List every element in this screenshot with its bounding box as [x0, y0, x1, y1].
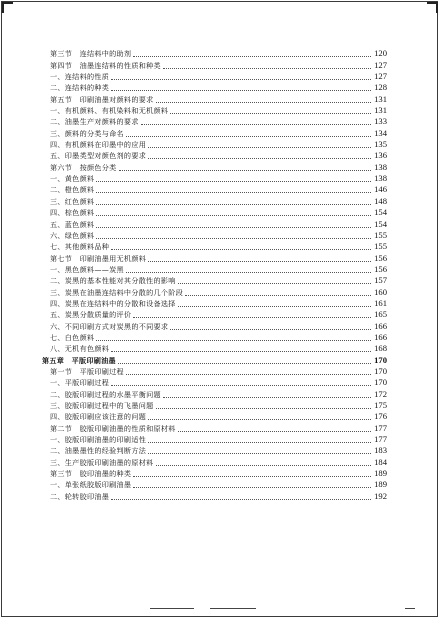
toc-page-number: 170 — [374, 365, 387, 376]
dot-leader — [111, 384, 371, 386]
toc-item-row — [42, 264, 387, 275]
toc-entry-title: 三、红色颜料 — [50, 196, 95, 206]
toc-page-number: 166 — [374, 331, 387, 342]
dot-leader — [133, 55, 371, 57]
toc-entry-title: 五、印墨类型对颜色剂的要求 — [50, 151, 147, 161]
toc-item-row — [42, 230, 387, 241]
toc-item-row — [42, 184, 387, 195]
toc-page-number: 192 — [374, 490, 387, 501]
toc-page-number: 155 — [374, 229, 387, 240]
toc-item-row — [42, 298, 387, 309]
dot-leader — [119, 169, 371, 171]
toc-item-row — [42, 71, 387, 82]
toc-item-row — [42, 445, 387, 456]
toc-entry-title: 八、无机有色颜料 — [50, 344, 110, 354]
dot-leader — [126, 135, 371, 137]
toc-page-number: 154 — [374, 218, 387, 229]
toc-entry-title: 四、炭黑在连结料中的分散和设备选择 — [50, 298, 176, 308]
dot-leader — [133, 316, 371, 318]
dot-leader — [126, 271, 371, 273]
footer-rule — [210, 608, 256, 609]
dot-leader — [170, 112, 371, 114]
dot-leader — [111, 78, 371, 80]
dot-leader — [156, 407, 371, 409]
toc-item-row — [42, 82, 387, 93]
toc-section-row — [42, 252, 387, 263]
toc-entry-title: 二、轮转胶印油墨 — [50, 491, 110, 501]
toc-entry-title: 七、白色颜料 — [50, 332, 95, 342]
toc-entry-title: 三、胶版印刷过程中的飞墨问题 — [50, 401, 154, 410]
dot-leader — [148, 157, 371, 159]
toc-item-row — [42, 434, 387, 445]
toc-page-number: 170 — [374, 377, 387, 388]
toc-item-row — [42, 411, 387, 422]
toc-page-number: 135 — [374, 139, 387, 150]
dot-leader — [148, 441, 371, 443]
dot-leader — [148, 146, 371, 148]
toc-page-number: 165 — [374, 309, 387, 320]
toc-page-number: 189 — [374, 479, 387, 490]
footer-rule — [405, 608, 415, 609]
toc-entry-title: 七、其他颜料品种 — [50, 242, 110, 252]
toc-page-number: 177 — [374, 422, 387, 433]
toc-item-row — [42, 377, 387, 388]
dot-leader — [163, 67, 371, 69]
toc-entry-title: 二、油墨生产对颜料的要求 — [50, 117, 139, 127]
toc-entry-title: 二、胶版印刷过程的水墨平衡问题 — [50, 389, 161, 399]
toc-chapter-row — [42, 354, 387, 365]
toc-page-number: 183 — [374, 445, 387, 456]
dot-leader — [178, 430, 371, 432]
toc-entry-title: 第五章 平版印刷油墨 — [42, 355, 116, 365]
toc-item-row — [42, 456, 387, 467]
toc-item-row — [42, 127, 387, 138]
toc-page-number: 131 — [374, 93, 387, 104]
table-of-contents — [42, 48, 387, 502]
dot-leader — [111, 498, 371, 500]
dot-leader — [111, 89, 371, 91]
toc-entry-title: 第三节 胶印油墨的种类 — [50, 469, 132, 479]
toc-section-row — [42, 422, 387, 433]
toc-page-number: 157 — [374, 275, 387, 286]
dot-leader — [178, 282, 371, 284]
toc-entry-title: 第七节 印刷油墨用无机颜料 — [50, 253, 147, 263]
toc-entry-title: 第三节 连结料中的助剂 — [50, 49, 132, 59]
dot-leader — [133, 475, 371, 477]
toc-entry-title: 第二节 胶版印刷油墨的性质和原材料 — [50, 423, 176, 433]
dot-leader — [126, 373, 371, 375]
toc-page-number: 168 — [374, 343, 387, 354]
dot-leader — [156, 464, 371, 466]
toc-entry-title: 第四节 油墨连结料的性质和种类 — [50, 60, 161, 70]
toc-item-row — [42, 150, 387, 161]
toc-item-row — [42, 241, 387, 252]
toc-entry-title: 五、蓝色颜料 — [50, 219, 95, 229]
page-corner-mark — [427, 2, 438, 13]
toc-page-number: 160 — [374, 286, 387, 297]
toc-page-number: 134 — [374, 127, 387, 138]
toc-page-number: 133 — [374, 116, 387, 127]
toc-entry-title: 四、有机颜料在印墨中的应用 — [50, 140, 147, 150]
toc-section-row — [42, 161, 387, 172]
toc-page-number: 128 — [374, 82, 387, 93]
dot-leader — [96, 226, 371, 228]
dot-leader — [111, 350, 371, 352]
toc-page-number: 175 — [374, 400, 387, 410]
toc-entry-title: 第五节 印刷油墨对颜料的要求 — [50, 94, 154, 104]
toc-entry-title: 二、油墨墨性的经验判断方法 — [50, 446, 147, 456]
dot-leader — [178, 305, 371, 307]
dot-leader — [96, 191, 371, 193]
toc-page-number: 176 — [374, 411, 387, 422]
toc-section-row — [42, 48, 387, 59]
dot-leader — [96, 214, 371, 216]
toc-entry-title: 一、有机颜料、有机染料和无机颜料 — [50, 106, 169, 116]
toc-item-row — [42, 105, 387, 116]
toc-page-number: 189 — [374, 468, 387, 479]
dot-leader — [133, 486, 371, 488]
toc-item-row — [42, 173, 387, 184]
toc-item-row — [42, 332, 387, 343]
toc-item-row — [42, 218, 387, 229]
toc-entry-title: 二、炭黑的基本性能对其分散性的影响 — [50, 276, 176, 286]
dot-leader — [148, 260, 371, 262]
toc-page-number: 138 — [374, 173, 387, 184]
toc-page-number: 172 — [374, 388, 387, 399]
toc-entry-title: 三、颜料的分类与命名 — [50, 128, 124, 138]
toc-section-row — [42, 93, 387, 104]
toc-page-number: 127 — [374, 59, 387, 70]
dot-leader — [148, 418, 371, 420]
toc-page-number: 127 — [374, 71, 387, 82]
toc-entry-title: 二、连结料的种类 — [50, 83, 110, 93]
toc-entry-title: 二、橙色颜料 — [50, 185, 95, 195]
toc-item-row — [42, 286, 387, 297]
footer-rule — [150, 608, 194, 609]
toc-section-row — [42, 366, 387, 377]
dot-leader — [163, 396, 371, 398]
toc-entry-title: 一、平版印刷过程 — [50, 378, 110, 388]
toc-page-number: 131 — [374, 105, 387, 116]
dot-leader — [96, 237, 371, 239]
toc-item-row — [42, 320, 387, 331]
toc-item-row — [42, 490, 387, 501]
toc-page-number: 155 — [374, 241, 387, 252]
dot-leader — [111, 248, 371, 250]
dot-leader — [148, 452, 371, 454]
toc-page-number: 146 — [374, 184, 387, 195]
toc-item-row — [42, 195, 387, 206]
dot-leader — [170, 328, 371, 330]
dot-leader — [156, 101, 371, 103]
toc-entry-title: 三、生产胶版印刷油墨的原材料 — [50, 457, 154, 467]
toc-entry-title: 五、炭黑分散质量的评价 — [50, 310, 132, 320]
toc-item-row — [42, 343, 387, 354]
toc-entry-title: 一、胶版印刷油墨的印刷适性 — [50, 435, 147, 445]
dot-leader — [185, 294, 371, 296]
toc-entry-title: 四、棕色颜料 — [50, 208, 95, 218]
toc-entry-title: 第六节 按颜色分类 — [50, 162, 117, 172]
dot-leader — [96, 203, 371, 205]
toc-entry-title: 一、黄色颜料 — [50, 174, 95, 184]
toc-item-row — [42, 388, 387, 399]
toc-page-number: 170 — [374, 354, 387, 365]
dot-leader — [118, 362, 371, 364]
toc-item-row — [42, 275, 387, 286]
toc-entry-title: 第一节 平版印刷过程 — [50, 366, 124, 376]
toc-entry-title: 一、黑色颜料——炭黑 — [50, 264, 124, 274]
toc-entry-title: 四、胶版印刷应该注意的问题 — [50, 412, 147, 422]
dot-leader — [96, 180, 371, 182]
toc-page-number: 148 — [374, 195, 387, 206]
toc-page-number: 156 — [374, 252, 387, 263]
toc-page-number: 177 — [374, 434, 387, 445]
toc-page-number: 156 — [374, 263, 387, 274]
toc-section-row — [42, 59, 387, 70]
toc-entry-title: 三、炭黑在油墨连结料中分散的几个阶段 — [50, 287, 184, 297]
toc-item-row — [42, 139, 387, 150]
toc-entry-title: 六、不同印刷方式对炭黑的不同要求 — [50, 321, 169, 331]
dot-leader — [96, 339, 371, 341]
toc-item-row — [42, 207, 387, 218]
toc-page-number: 120 — [374, 48, 387, 59]
toc-section-row — [42, 468, 387, 479]
toc-page-number: 136 — [374, 150, 387, 161]
toc-page-number: 154 — [374, 207, 387, 218]
page-corner-mark — [2, 2, 13, 13]
toc-item-row — [42, 116, 387, 127]
toc-item-row — [42, 479, 387, 490]
toc-entry-title: 一、单张纸胶版印刷油墨 — [50, 480, 132, 490]
dot-leader — [141, 123, 371, 125]
toc-item-row — [42, 309, 387, 320]
toc-page-number: 161 — [374, 297, 387, 308]
toc-entry-title: 六、绿色颜料 — [50, 230, 95, 240]
toc-page-number: 184 — [374, 456, 387, 467]
toc-page-number: 166 — [374, 320, 387, 331]
toc-entry-title: 一、连结料的性质 — [50, 72, 110, 82]
toc-page-number: 138 — [374, 161, 387, 172]
toc-item-row — [42, 400, 387, 411]
